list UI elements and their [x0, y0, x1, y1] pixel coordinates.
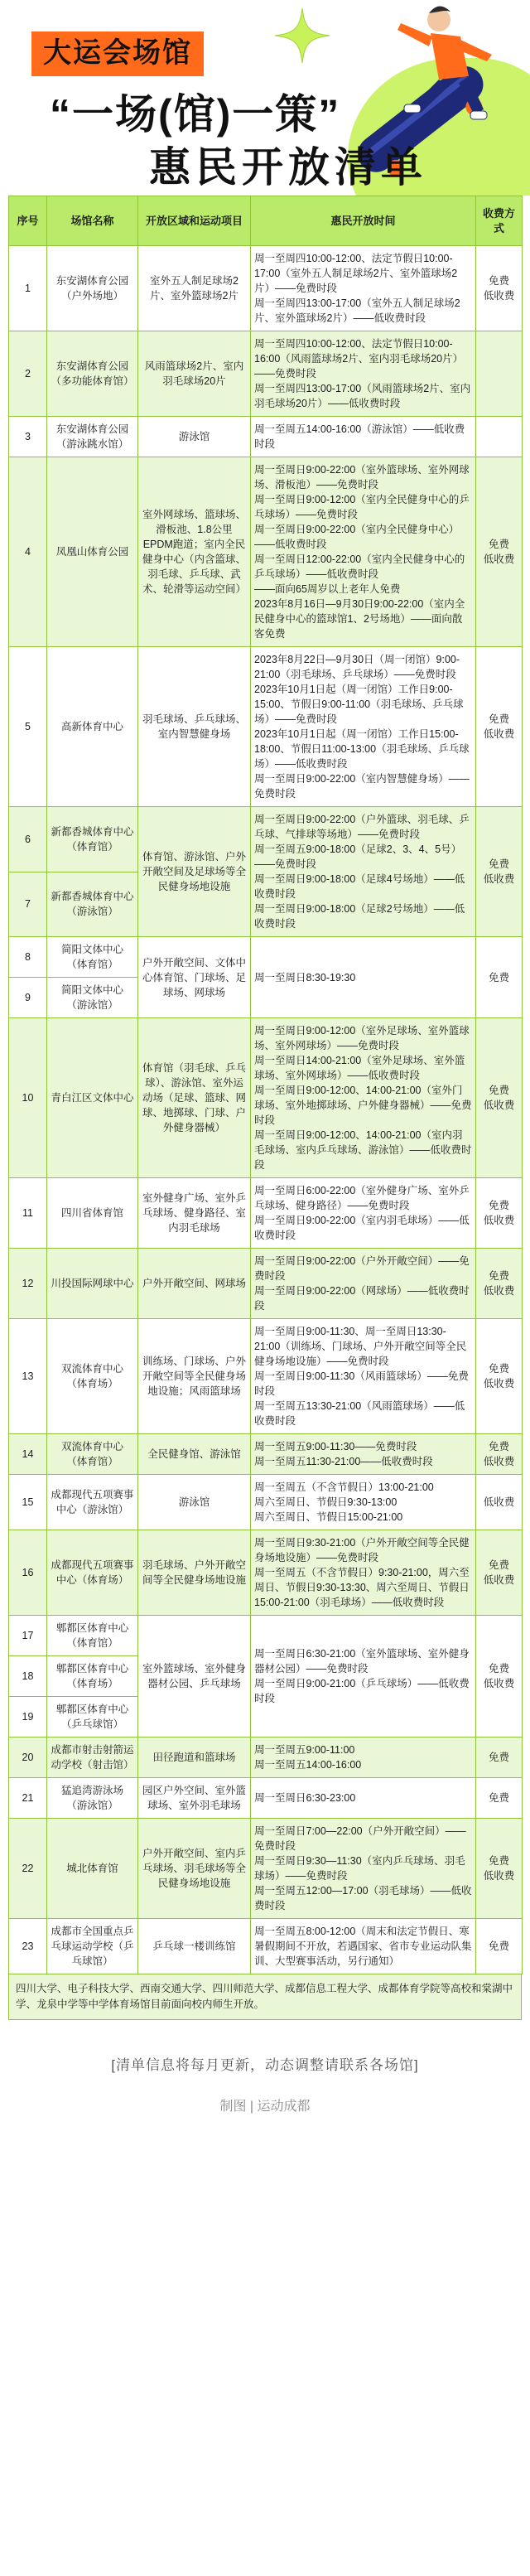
cell-no: 14: [9, 1434, 47, 1475]
cell-no: 19: [9, 1697, 47, 1737]
cell-open-time: 周一至周日7:00—22:00（户外开敞空间）——免费时段 周一至周日9:30—11:30（室内乒乓球场、羽毛球场）——免费时段 周一至周五12:00—17:00（羽毛球场）——低收费时段: [251, 1819, 476, 1919]
cell-fee: 免费 低收费: [476, 1819, 523, 1919]
table-row: [9, 1249, 523, 1319]
cell-venue-name: 青白江区文体中心: [47, 1018, 138, 1178]
cell-fee: 免费: [476, 1919, 523, 1974]
cell-open-time: 周一至周日9:00-11:30、周一至周日13:30-21:00（训练场、门球场、户外开敞空间等全民健身场地设施）——免费时段 周一至周日9:00-11:30（风雨篮球场）——免费时段 周一至周五13:30-21:00（风雨篮球场）——低收费时段: [251, 1319, 476, 1434]
cell-no: 5: [9, 647, 47, 807]
cell-fee: 低收费: [476, 1475, 523, 1530]
table-row: [9, 937, 523, 978]
cell-venue-name: 简阳文体中心 （体育馆）: [47, 937, 138, 978]
header-area: 开放区域和运动项目: [138, 196, 251, 246]
cell-area: 乒乓球一楼训练馆: [138, 1919, 251, 1974]
cell-open-time: 周一至周五9:00-11:30——免费时段 周一至周五11:30-21:00——低收费时段: [251, 1434, 476, 1475]
cell-area: 体育馆（羽毛球、乒乓球）、游泳馆、室外运动场（足球、篮球、网球、地掷球、门球、户外健身器械）: [138, 1018, 251, 1178]
cell-venue-name: 凤凰山体育公园: [47, 457, 138, 647]
cell-no: 1: [9, 246, 47, 331]
cell-no: 17: [9, 1616, 47, 1656]
table-row: [9, 417, 523, 457]
cell-venue-name: 新都香城体育中心 （游泳馆）: [47, 872, 138, 937]
table-row: [9, 1737, 523, 1778]
cell-venue-name: 城北体育馆: [47, 1819, 138, 1919]
venue-table: [8, 196, 523, 1974]
cell-open-time: 周一至周日6:00-22:00（室外健身广场、室外乒乓球场、健身路径）——免费时段 周一至周日9:00-22:00（室内羽毛球场）——低收费时段: [251, 1178, 476, 1249]
cell-fee: 免费 低收费: [476, 647, 523, 807]
cell-open-time: 周一至周日9:00-22:00（室外篮球场、室外网球场、滑板池）——免费时段 周一至周日9:00-12:00（室内全民健身中心的乒乓球场）——免费时段 周一至周日9:00-22:00（室内全民健身中心）——低收费时段 周一至周日12:00-22:00（室内全民健身中心的乒乓球场）——低收费时段 ——面向65周岁以上老年人免费 2023年8月16日—9月30日9:00-22:00（室内全民健身中心的篮球馆1、2号场地）——面向散客免费: [251, 457, 476, 647]
cell-area: 游泳馆: [138, 417, 251, 457]
update-note: [清单信息将每月更新，动态调整请联系各场馆]: [111, 2057, 419, 2073]
cell-venue-name: 双流体育中心 （体育场）: [47, 1319, 138, 1434]
cell-open-time: 周一至周五8:00-12:00（周末和法定节假日、寒暑假期间不开放，若遇国家、省市专业运动队集训、大型赛事活动，另行通知）: [251, 1919, 476, 1974]
header-name: 场馆名称: [47, 196, 138, 246]
cell-fee: 免费: [476, 937, 523, 1018]
cell-venue-name: 成都市全国重点乒乓球运动学校（乒乓球馆）: [47, 1919, 138, 1974]
credit-line: 制图 | 运动成都: [219, 2100, 311, 2114]
cell-no: 12: [9, 1249, 47, 1319]
table-row: [9, 1434, 523, 1475]
cell-venue-name: 东安湖体育公园 （多功能体育馆）: [47, 331, 138, 417]
cell-fee: 免费 低收费: [476, 457, 523, 647]
cell-venue-name: 四川省体育馆: [47, 1178, 138, 1249]
cell-venue-name: 简阳文体中心 （游泳馆）: [47, 978, 138, 1018]
cell-fee: 免费 低收费: [476, 1319, 523, 1434]
header-banner: [0, 0, 530, 196]
footnote: 四川大学、电子科技大学、西南交通大学、四川师范大学、成都信息工程大学、成都体育学院等高校和棠湖中学、龙泉中学等中学体育场馆目前面向校内师生开放。: [8, 1974, 522, 2020]
page-title-line2: 惠民开放清单: [149, 144, 427, 191]
cell-fee: 免费 低收费: [476, 1018, 523, 1178]
cell-area: 羽毛球场、乒乓球场、室内智慧健身场: [138, 647, 251, 807]
header-no: 序号: [9, 196, 47, 246]
cell-no: 2: [9, 331, 47, 417]
cell-open-time: 周一至周日9:00-22:00（户外篮球、羽毛球、乒乓球、气排球等场地）——免费时段 周一至周五9:00-18:00（足球2、3、4、5号）——免费时段 周一至周日9:00-18:00（足球4号场地）——低收费时段 周一至周日9:00-18:00（足球2号场地）——低收费时段: [251, 807, 476, 937]
table-row: [9, 1178, 523, 1249]
cell-venue-name: 双流体育中心 （体育馆）: [47, 1434, 138, 1475]
cell-area: 羽毛球场、户外开敞空间等全民健身场地设施: [138, 1530, 251, 1616]
cell-venue-name: 成都市射击射箭运动学校（射击馆）: [47, 1737, 138, 1778]
cell-fee: 免费 低收费: [476, 1178, 523, 1249]
cell-area: 田径跑道和篮球场: [138, 1737, 251, 1778]
cell-venue-name: 东安湖体育公园 （户外场地）: [47, 246, 138, 331]
table-container: [0, 196, 530, 1974]
table-row: [9, 1319, 523, 1434]
cell-no: 16: [9, 1530, 47, 1616]
cell-open-time: 周一至周日9:00-22:00（户外开敞空间）——免费时段 周一至周日9:00-22:00（网球场）——低收费时段: [251, 1249, 476, 1319]
cell-no: 8: [9, 937, 47, 978]
cell-area: 室外篮球场、室外健身器材公园、乒乓球场: [138, 1616, 251, 1737]
cell-area: 游泳馆: [138, 1475, 251, 1530]
page-title-line1: “一场(馆)一策”: [50, 91, 341, 138]
cell-fee: 免费 低收费: [476, 1434, 523, 1475]
cell-no: 21: [9, 1778, 47, 1819]
cell-no: 6: [9, 807, 47, 872]
cell-venue-name: 郫都区体育中心 （乒乓球馆）: [47, 1697, 138, 1737]
cell-no: 10: [9, 1018, 47, 1178]
cell-fee: 免费: [476, 1737, 523, 1778]
cell-venue-name: 郫都区体育中心 （体育馆）: [47, 1616, 138, 1656]
cell-venue-name: 猛追湾游泳场 （游泳馆）: [47, 1778, 138, 1819]
header-fee: 收费方式: [476, 196, 523, 246]
cell-venue-name: 川投国际网球中心: [47, 1249, 138, 1319]
cell-area: 户外开敞空间、文体中心体育馆、门球场、足球场、网球场: [138, 937, 251, 1018]
table-row: [9, 457, 523, 647]
cell-venue-name: 新都香城体育中心 （体育馆）: [47, 807, 138, 872]
cell-no: 13: [9, 1319, 47, 1434]
cell-no: 22: [9, 1819, 47, 1919]
cell-open-time: 周一至周五14:00-16:00（游泳馆）——低收费时段: [251, 417, 476, 457]
cell-area: 体育馆、游泳馆、户外开敞空间及足球场等全民健身场地设施: [138, 807, 251, 937]
cell-area: 室外健身广场、室外乒乓球场、健身路径、室内羽毛球场: [138, 1178, 251, 1249]
cell-open-time: 周一至周四10:00-12:00、法定节假日10:00-17:00（室外五人制足球场2片、室外篮球场2片）——免费时段 周一至周四13:00-17:00（室外五人制足球场2片、室外篮球场2片）——低收费时段: [251, 246, 476, 331]
cell-area: 训练场、门球场、户外开敞空间等全民健身场地设施；风雨篮球场: [138, 1319, 251, 1434]
cell-area: 户外开敞空间、网球场: [138, 1249, 251, 1319]
cell-open-time: 周一至周日6:30-23:00: [251, 1778, 476, 1819]
cell-open-time: 周一至周日6:30-21:00（室外篮球场、室外健身器材公园）——免费时段 周一至周日9:00-21:00（乒乓球场）——低收费时段: [251, 1616, 476, 1737]
venue-tag: 大运会场馆: [31, 31, 204, 76]
cell-open-time: 周一至周五9:00-11:00 周一至周五14:00-16:00: [251, 1737, 476, 1778]
cell-area: 园区户外空间、室外篮球场、室外羽毛球场: [138, 1778, 251, 1819]
table-row: [9, 1530, 523, 1616]
cell-no: 9: [9, 978, 47, 1018]
cell-open-time: 周一至周五（不含节假日）13:00-21:00 周六至周日、节假日9:30-13:00 周六至周日、节假日15:00-21:00: [251, 1475, 476, 1530]
table-header-row: [9, 196, 523, 246]
cell-open-time: 周一至周日8:30-19:30: [251, 937, 476, 1018]
cell-open-time: 周一至周日9:30-21:00（户外开敞空间等全民健身场地设施）——免费时段 周一至周五（不含节假日）9:30-21:00，周六至周日、节假日9:30-13:30、周六至周日、节假日15:00-21:00（羽毛球场）——低收费时段: [251, 1530, 476, 1616]
header-time: 惠民开放时间: [251, 196, 476, 246]
cell-venue-name: 成都现代五项赛事中心（体育场）: [47, 1530, 138, 1616]
cell-open-time: 周一至周日9:00-12:00（室外足球场、室外篮球场、室外网球场）——免费时段 周一至周日14:00-21:00（室外足球场、室外篮球场、室外网球场）——低收费时段 周一至周日9:00-12:00、14:00-21:00（室外门球场、室外地掷球场、户外健身器械）——免费时段 周一至周日9:00-12:00、14:00-21:00（室内羽毛球场、室内乒乓球场、游泳馆）——低收费时段: [251, 1018, 476, 1178]
cell-area: 室外网球场、篮球场、滑板池、1.8公里EPDM跑道；室内全民健身中心（内含篮球、羽毛球、乒乓球、武术、轮滑等运动空间）: [138, 457, 251, 647]
cell-area: 全民健身馆、游泳馆: [138, 1434, 251, 1475]
cell-open-time: 2023年8月22日—9月30日（周一闭馆）9:00-21:00（羽毛球场、乒乓球场）——免费时段 2023年10月1日起（周一闭馆）工作日9:00-15:00、节假日9:00-11:00（羽毛球场、乒乓球场）——免费时段 2023年10月1日起（周一闭馆）工作日15:00-18:00、节假日11:00-13:00（羽毛球场、乒乓球场）——低收费时段 周一至周日9:00-22:00（室内智慧健身场）——免费时段: [251, 647, 476, 807]
table-row: [9, 1616, 523, 1656]
cell-fee: 免费 低收费: [476, 1249, 523, 1319]
cell-fee: 免费 低收费: [476, 246, 523, 331]
cell-area: 风雨篮球场2片、室内羽毛球场20片: [138, 331, 251, 417]
cell-no: 15: [9, 1475, 47, 1530]
cell-fee: [476, 331, 523, 417]
cell-open-time: 周一至周四10:00-12:00、法定节假日10:00-16:00（风雨篮球场2片、室内羽毛球场20片）——免费时段 周一至周四13:00-17:00（风雨篮球场2片、室内羽毛球场20片）——低收费时段: [251, 331, 476, 417]
table-row: [9, 1778, 523, 1819]
table-row: [9, 1018, 523, 1178]
cell-no: 23: [9, 1919, 47, 1974]
table-row: [9, 246, 523, 331]
cell-no: 4: [9, 457, 47, 647]
table-body: [9, 246, 523, 1974]
table-row: [9, 807, 523, 872]
cell-no: 20: [9, 1737, 47, 1778]
table-row: [9, 1919, 523, 1974]
table-row: [9, 1475, 523, 1530]
cell-no: 3: [9, 417, 47, 457]
cell-no: 7: [9, 872, 47, 937]
table-row: [9, 331, 523, 417]
table-row: [9, 1819, 523, 1919]
cell-fee: [476, 417, 523, 457]
cell-venue-name: 成都现代五项赛事中心（游泳馆）: [47, 1475, 138, 1530]
cell-venue-name: 高新体育中心: [47, 647, 138, 807]
cell-area: 室外五人制足球场2片、室外篮球场2片: [138, 246, 251, 331]
cell-area: 户外开敞空间、室内乒乓球场、羽毛球场等全民健身场地设施: [138, 1819, 251, 1919]
table-row: [9, 647, 523, 807]
cell-fee: 免费 低收费: [476, 807, 523, 937]
cell-no: 18: [9, 1656, 47, 1697]
cell-venue-name: 郫都区体育中心 （体育场）: [47, 1656, 138, 1697]
cell-no: 11: [9, 1178, 47, 1249]
cell-fee: 免费 低收费: [476, 1530, 523, 1616]
cell-fee: 免费: [476, 1778, 523, 1819]
cell-venue-name: 东安湖体育公园 （游泳跳水馆）: [47, 417, 138, 457]
cell-fee: 免费 低收费: [476, 1616, 523, 1737]
